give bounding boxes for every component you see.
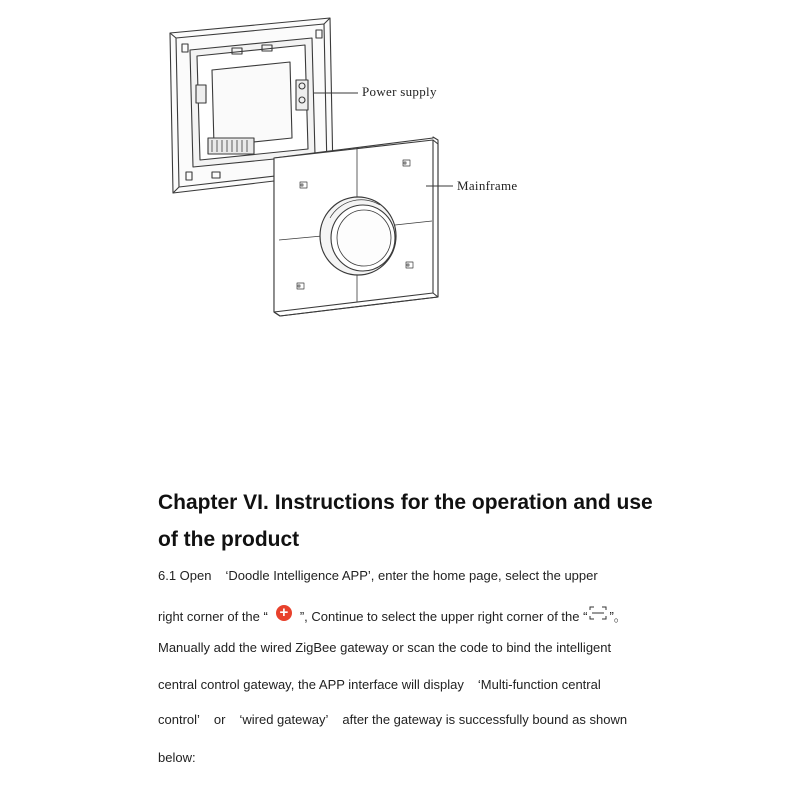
paragraph-line-4	[158, 677, 601, 692]
step-prefix: 6.1 Open	[158, 568, 212, 583]
power-supply-label: Power supply	[362, 84, 437, 99]
line-2-end: ”。	[609, 609, 627, 624]
line-5-quote: ‘wired gateway’	[239, 712, 329, 727]
mainframe-panel	[274, 137, 438, 316]
paragraph-line-3: Manually add the wired ZigBee gateway or scan the code to bind the intelligent	[158, 640, 612, 655]
line-4-quote: ‘Multi-function central	[477, 677, 601, 692]
line-2-start: right corner of the “	[158, 609, 268, 624]
chapter-title-line-2: of the product	[158, 528, 300, 551]
scan-icon	[588, 605, 608, 621]
mainframe-label: Mainframe	[457, 178, 518, 193]
plus-circle-icon: +	[276, 605, 292, 621]
paragraph-line-2	[158, 605, 627, 625]
line-1-rest: , enter the home page, select the upper	[370, 568, 598, 583]
line-5-or: or	[213, 712, 226, 727]
line-2-middle: ”, Continue to select the upper right corner of the “	[299, 609, 588, 624]
paragraph-line-6: below:	[158, 750, 196, 765]
line-4-text: central control gateway, the APP interface will display	[158, 677, 464, 692]
line-5-rest: after the gateway is successfully bound as shown	[342, 712, 628, 727]
chapter-title-line-1: Chapter VI. Instructions for the operation and use	[158, 491, 653, 514]
line-5-quote-end: control’	[158, 712, 200, 727]
app-name: ‘Doodle Intelligence APP’	[225, 568, 371, 583]
paragraph-line-5	[158, 712, 627, 727]
paragraph-line-1	[158, 568, 598, 583]
